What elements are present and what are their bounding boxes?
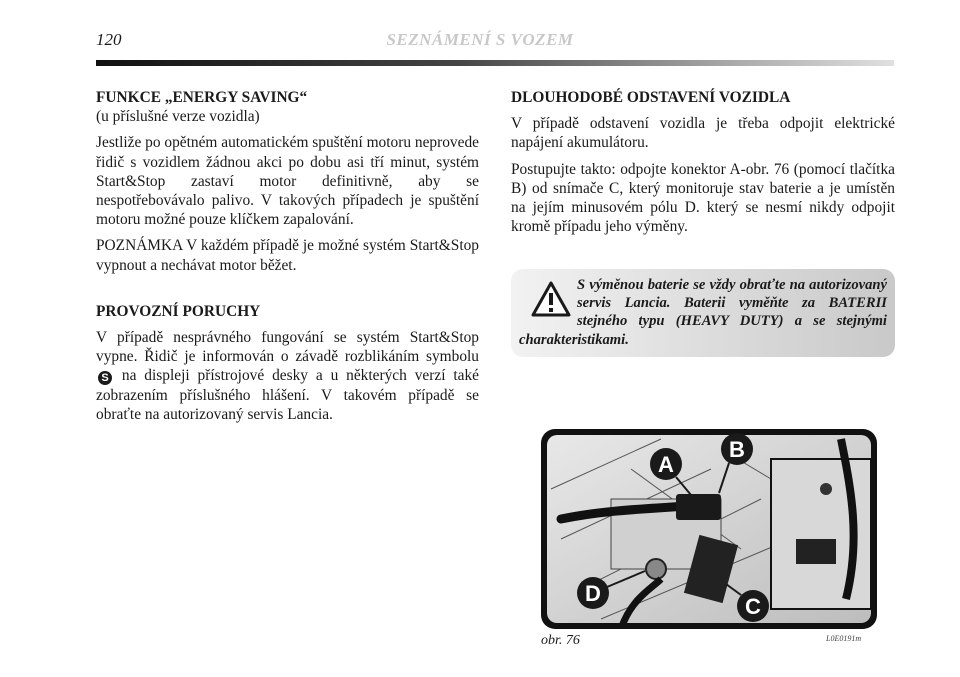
start-stop-icon: S [98, 371, 112, 385]
storage-heading: DLOUHODOBÉ ODSTAVENÍ VOZIDLA [511, 89, 791, 106]
page-number: 120 [96, 30, 122, 49]
warning-text: S výměnou baterie se vždy obraťte na autorizovaný servis Lancia. Baterii vyměňte za BATERII stejného typu (HEAVY DUTY) a se stejnými charakteristikami. [519, 277, 887, 348]
storage-paragraph-1: V případě odstavení vozidla je třeba odpojit elektrické napájení akumulátoru. [511, 115, 895, 152]
note-paragraph: POZNÁMKA V každém případě je možné systém Start&Stop vypnout a nechávat motor běžet. [96, 237, 479, 274]
energy-saving-heading: FUNKCE „ENERGY SAVING“ [96, 89, 308, 106]
faults-heading: PROVOZNÍ PORUCHY [96, 302, 261, 320]
energy-saving-subheading: (u příslušné verze vozidla) [96, 108, 260, 126]
faults-text-before-icon: V případě nesprávného fungování se systém Start&Stop vypne. Řidič je informován o závadě rozblikáním symbolu [96, 329, 479, 366]
figure-caption: obr. 76 [541, 633, 580, 648]
storage-paragraph-2: Postupujte takto: odpojte konektor A-obr. 76 (pomocí tlačítka B) od snímače C, který monitoruje stav baterie a je umístěn na jejím minusovém pólu D. který se nesmí nikdy odpojit kromě případu jeho výměny. [511, 160, 895, 236]
chapter-title: SEZNÁMENÍ S VOZEM [386, 30, 574, 49]
left-column [96, 88, 479, 431]
figure-code: L0E0191m [826, 634, 862, 643]
warning-box [511, 269, 895, 357]
label-c: C [745, 594, 761, 619]
right-column [511, 88, 895, 243]
faults-paragraph [96, 328, 479, 424]
battery-figure [541, 429, 877, 629]
energy-saving-paragraph: Jestliže po opětném automatickém spuštění motoru neprovede řidič s vozidlem žádnou akci po dobu asi tří minut, systém Start&Stop zastaví motor definitivně, aby se nespotřebovávalo palivo. V takových případech je spuštění motoru možné pouze klíčkem zapalování. [96, 134, 479, 229]
label-a: A [658, 452, 674, 477]
header-rule [96, 60, 894, 66]
label-d: D [585, 581, 601, 606]
faults-text-after-icon: na displeji přístrojové desky a u některých verzí také zobrazením příslušného hlášení. V takovém případě se obraťte na autorizovaný servis Lancia. [96, 367, 479, 423]
label-b: B [729, 437, 745, 462]
section-gap [96, 282, 479, 302]
